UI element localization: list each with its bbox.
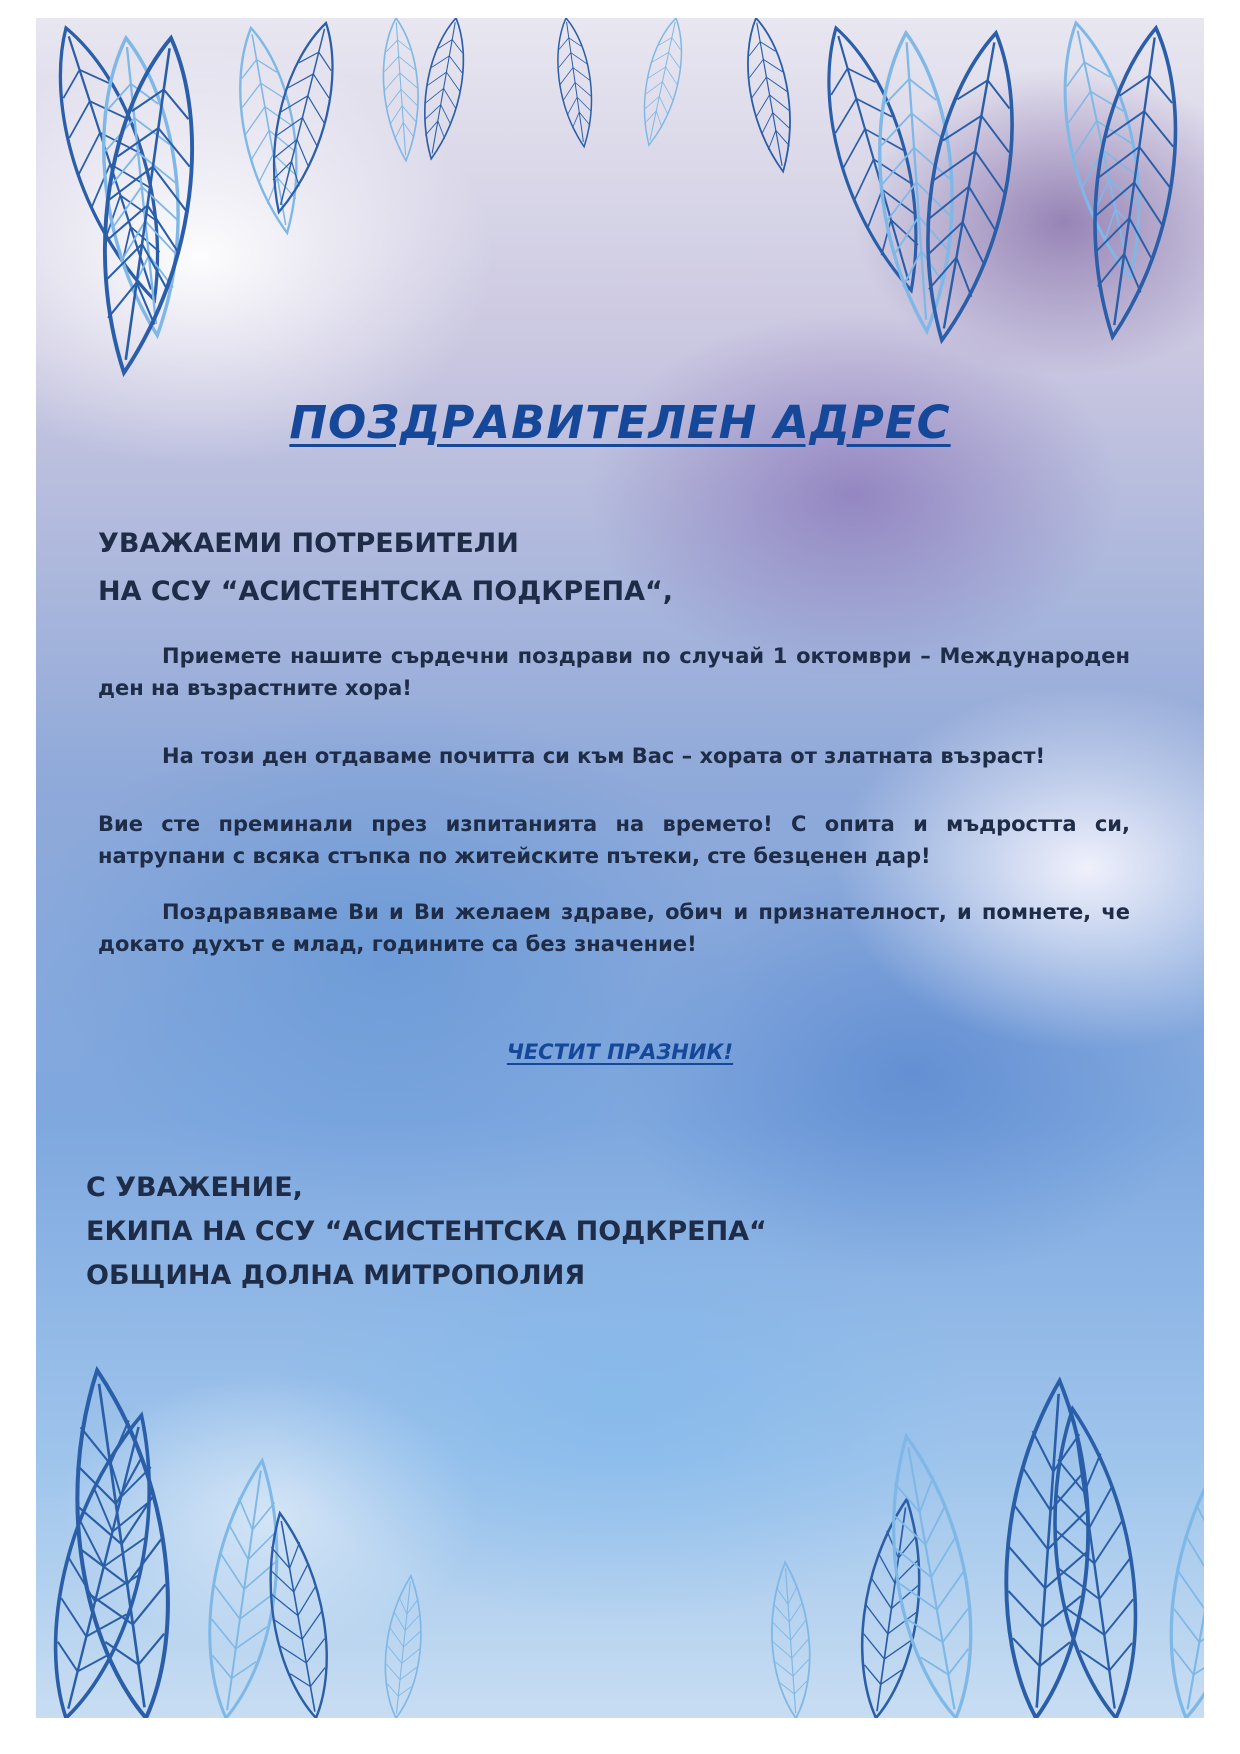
page-title: ПОЗДРАВИТЕЛЕН АДРЕС bbox=[289, 396, 951, 449]
leaf-icon bbox=[1046, 18, 1160, 284]
leaf-icon bbox=[256, 18, 348, 218]
signature-block bbox=[86, 1166, 767, 1298]
greeting-line: НА ССУ “АСИСТЕНТСКА ПОДКРЕПА“, bbox=[98, 576, 674, 607]
leaf-icon bbox=[1036, 1404, 1153, 1718]
leaf-icon bbox=[379, 1574, 428, 1718]
signature-line: С УВАЖЕНИЕ, bbox=[86, 1172, 303, 1203]
paragraph-tribute bbox=[98, 740, 1130, 772]
paragraph-text: На този ден отдаваме почитта си към Вас – хората от златната възраст! bbox=[162, 744, 1046, 768]
leaf-icon bbox=[767, 1561, 815, 1718]
leaf-icon bbox=[256, 1509, 341, 1718]
holiday-wish: ЧЕСТИТ ПРАЗНИК! bbox=[506, 1040, 734, 1064]
paragraph-text: Приемете нашите сърдечни поздрави по случай 1 октомври – Международен ден на възрастните хора! bbox=[98, 644, 1130, 700]
leaf-icon bbox=[996, 1378, 1099, 1718]
leaf-icon bbox=[551, 18, 600, 149]
leaf-icon bbox=[196, 1456, 293, 1718]
leaf-icon bbox=[871, 31, 963, 334]
leaf-icon bbox=[379, 18, 423, 162]
leaf-icon bbox=[36, 18, 187, 310]
leaf-icon bbox=[1153, 1430, 1204, 1718]
leaf-icon bbox=[227, 24, 312, 237]
leaf-icon bbox=[738, 18, 801, 175]
paragraph-text: Поздравяваме Ви и Ви желаем здраве, обич и признателност, и помнете, че докато духът е млад, годините са без значение! bbox=[98, 900, 1130, 956]
paragraph-closing-wishes bbox=[98, 896, 1130, 960]
leaf-icon bbox=[84, 32, 210, 378]
greeting-card-page bbox=[36, 18, 1204, 1718]
leaf-icon bbox=[1076, 23, 1193, 342]
signature-line: ОБЩИНА ДОЛНА МИТРОПОЛИЯ bbox=[86, 1260, 586, 1291]
greeting-line: УВАЖАЕМИ ПОТРЕБИТЕЛИ bbox=[98, 528, 519, 559]
leaf-icon bbox=[850, 1496, 933, 1718]
leaf-icon bbox=[56, 1365, 187, 1718]
paragraph-wishes bbox=[98, 640, 1130, 704]
top-leaf-border bbox=[36, 18, 1193, 378]
leaf-icon bbox=[36, 1406, 177, 1718]
leaf-icon bbox=[414, 18, 472, 162]
leaf-icon bbox=[805, 19, 942, 299]
leaf-icon bbox=[91, 34, 193, 339]
paragraph-wisdom bbox=[98, 808, 1130, 872]
paragraph-text: Вие сте преминали през изпитанията на времето! С опита и мъдростта си, натрупани с всяка стъпка по житейските пътеки, сте безценен дар! bbox=[98, 812, 1130, 868]
bottom-leaf-border bbox=[36, 1365, 1204, 1718]
greeting-block bbox=[98, 520, 673, 616]
leaf-icon bbox=[905, 27, 1032, 347]
leaf-icon bbox=[873, 1430, 989, 1718]
leaf-icon bbox=[634, 18, 691, 148]
signature-line: ЕКИПА НА ССУ “АСИСТЕНТСКА ПОДКРЕПА“ bbox=[86, 1216, 767, 1247]
